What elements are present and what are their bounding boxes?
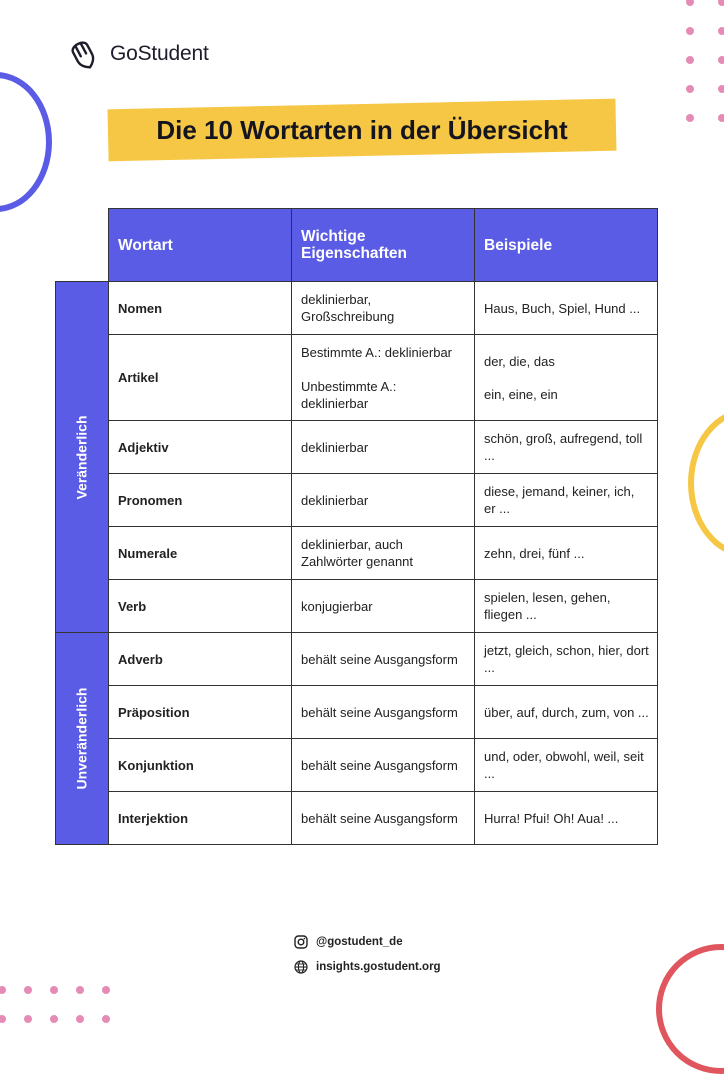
footer	[294, 932, 441, 982]
beispiele-line: der, die, das	[484, 353, 555, 369]
table-row-eigenschaften: behält seine Ausgangsform	[291, 791, 475, 845]
table-row-beispiele: diese, jemand, keiner, ich, er ...	[474, 473, 658, 527]
decorative-circle-red	[656, 944, 724, 1074]
decorative-dots-top-right	[686, 0, 724, 122]
globe-icon	[294, 960, 308, 974]
table-row-eigenschaften: behält seine Ausgangsform	[291, 632, 475, 686]
header-wortart: Wortart	[108, 208, 292, 282]
table-row-eigenschaften: deklinierbar	[291, 420, 475, 474]
table-row-wortart: Verb	[108, 579, 292, 633]
decorative-circle-yellow	[688, 408, 724, 558]
table-row-beispiele: Hurra! Pfui! Oh! Aua! ...	[474, 791, 658, 845]
table-row-beispiele: und, oder, obwohl, weil, seit ...	[474, 738, 658, 792]
website-url[interactable]: insights.gostudent.org	[316, 961, 441, 973]
header-eigenschaften: Wichtige Eigenschaften	[291, 208, 475, 282]
table-row-beispiele: schön, groß, aufregend, toll ...	[474, 420, 658, 474]
header-beispiele: Beispiele	[474, 208, 658, 282]
table-row-beispiele: spielen, lesen, gehen, fliegen ...	[474, 579, 658, 633]
table-row-beispiele: Haus, Buch, Spiel, Hund ...	[474, 281, 658, 335]
table-row-wortart: Adjektiv	[108, 420, 292, 474]
table-row-wortart: Interjektion	[108, 791, 292, 845]
table-row-eigenschaften: konjugierbar	[291, 579, 475, 633]
group-unveraenderlich	[55, 632, 109, 845]
table-row-wortart: Pronomen	[108, 473, 292, 527]
beispiele-line: ein, eine, ein	[484, 386, 558, 402]
table-row-beispiele: zehn, drei, fünf ...	[474, 526, 658, 580]
table-row-wortart: Konjunktion	[108, 738, 292, 792]
table-row-beispiele: über, auf, durch, zum, von ...	[474, 685, 658, 739]
website-link[interactable]	[294, 957, 441, 977]
table-row-wortart: Präposition	[108, 685, 292, 739]
table-row-eigenschaften: deklinierbar, auch Zahlwörter genannt	[291, 526, 475, 580]
page-title: Die 10 Wortarten in der Übersicht	[156, 114, 568, 145]
table-row-eigenschaften: deklinierbar	[291, 473, 475, 527]
table-row-wortart: Adverb	[108, 632, 292, 686]
table-row-eigenschaften: behält seine Ausgangsform	[291, 685, 475, 739]
instagram-handle[interactable]: @gostudent_de	[316, 936, 403, 948]
table-row-wortart: Nomen	[108, 281, 292, 335]
table-row-eigenschaften: behält seine Ausgangsform	[291, 738, 475, 792]
eigenschaften-line: Bestimmte A.: deklinierbar	[301, 344, 453, 360]
group-label-unveraenderlich: Unveränderlich	[73, 687, 90, 790]
table-row-eigenschaften	[291, 334, 475, 421]
group-label-veraenderlich: Veränderlich	[73, 414, 90, 500]
brand-name: GoStudent	[110, 42, 209, 65]
brand-logo	[66, 36, 209, 72]
group-veraenderlich	[55, 281, 109, 633]
eigenschaften-line: Unbestimmte A.: deklinierbar	[301, 378, 397, 411]
decorative-circle-blue	[0, 72, 52, 212]
gostudent-logo-icon	[66, 36, 100, 72]
instagram-icon	[294, 935, 308, 949]
table-row-beispiele	[474, 334, 658, 421]
table-row-beispiele: jetzt, gleich, schon, hier, dort ...	[474, 632, 658, 686]
table-row-eigenschaften: deklinierbar, Großschreibung	[291, 281, 475, 335]
instagram-link[interactable]	[294, 932, 441, 952]
table-row-wortart: Artikel	[108, 334, 292, 421]
table-row-wortart: Numerale	[108, 526, 292, 580]
decorative-dots-bottom-left	[0, 986, 110, 1023]
